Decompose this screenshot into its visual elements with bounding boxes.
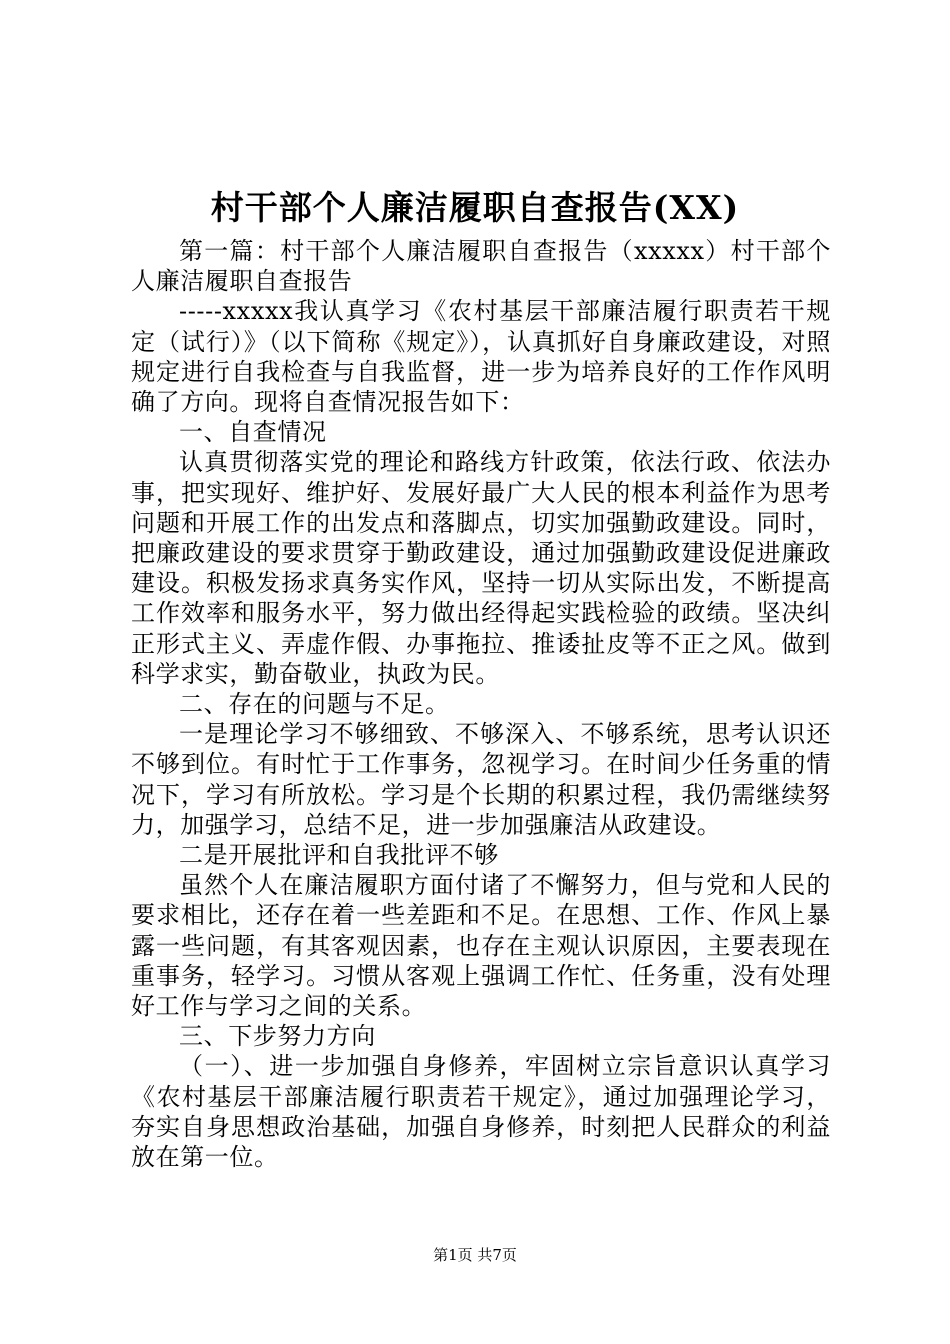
paragraph-intro: 第一篇：村干部个人廉洁履职自查报告（xxxxx）村干部个人廉洁履职自查报告 — [131, 237, 831, 296]
paragraph-problem-one: 一是理论学习不够细致、不够深入、不够系统，思考认识还不够到位。有时忙于工作事务，忽视学习。在时间少任务重的情况下，学习有所放松。学习是个长期的积累过程，我仍需继续努力，加强学习，总结不足，进一步加强廉洁从政建设。 — [131, 720, 831, 839]
paragraph-direction-one: （一）、进一步加强自身修养，牢固树立宗旨意识认真学习《农村基层干部廉洁履行职责若干规定》，通过加强理论学习，夯实自身思想政治基础，加强自身修养，时刻把人民群众的利益放在第一位。 — [131, 1052, 831, 1172]
section-heading-direction: 三、下步努力方向 — [179, 1022, 376, 1051]
document-title: 村干部个人廉洁履职自查报告(XX) — [210, 188, 740, 227]
paragraph-problem-two: 虽然个人在廉洁履职方面付诸了不懈努力，但与党和人民的要求相比，还存在着一些差距和不足。在思想、工作、作风上暴露一些问题，有其客观因素，也存在主观认识原因，主要表现在重事务，轻学习。习惯从客观上强调工作忙、任务重，没有处理好工作与学习之间的关系。 — [131, 871, 831, 1021]
paragraph-opening: -----xxxxx我认真学习《农村基层干部廉洁履行职责若干规定（试行）》（以下简称《规定》），认真抓好自身廉政建设，对照规定进行自我检查与自我监督，进一步为培养良好的工作作风明确了方向。现将自查情况报告如下： — [131, 297, 831, 417]
document-body — [131, 236, 831, 1172]
subheading-problem-two: 二是开展批评和自我批评不够 — [179, 841, 499, 870]
section-heading-self-check: 一、自查情况 — [179, 418, 327, 447]
page-number-footer: 第1页 共7页 — [433, 1246, 517, 1264]
section-heading-problems: 二、存在的问题与不足。 — [179, 690, 450, 719]
paragraph-self-check: 认真贯彻落实党的理论和路线方针政策，依法行政、依法办事，把实现好、维护好、发展好最广大人民的根本利益作为思考问题和开展工作的出发点和落脚点，切实加强勤政建设。同时，把廉政建设的要求贯穿于勤政建设，通过加强勤政建设促进廉政建设。积极发扬求真务实作风，坚持一切从实际出发，不断提高工作效率和服务水平，努力做出经得起实践检验的政绩。坚决纠正形式主义、弄虚作假、办事拖拉、推诿扯皮等不正之风。做到科学求实，勤奋敬业，执政为民。 — [131, 448, 831, 688]
